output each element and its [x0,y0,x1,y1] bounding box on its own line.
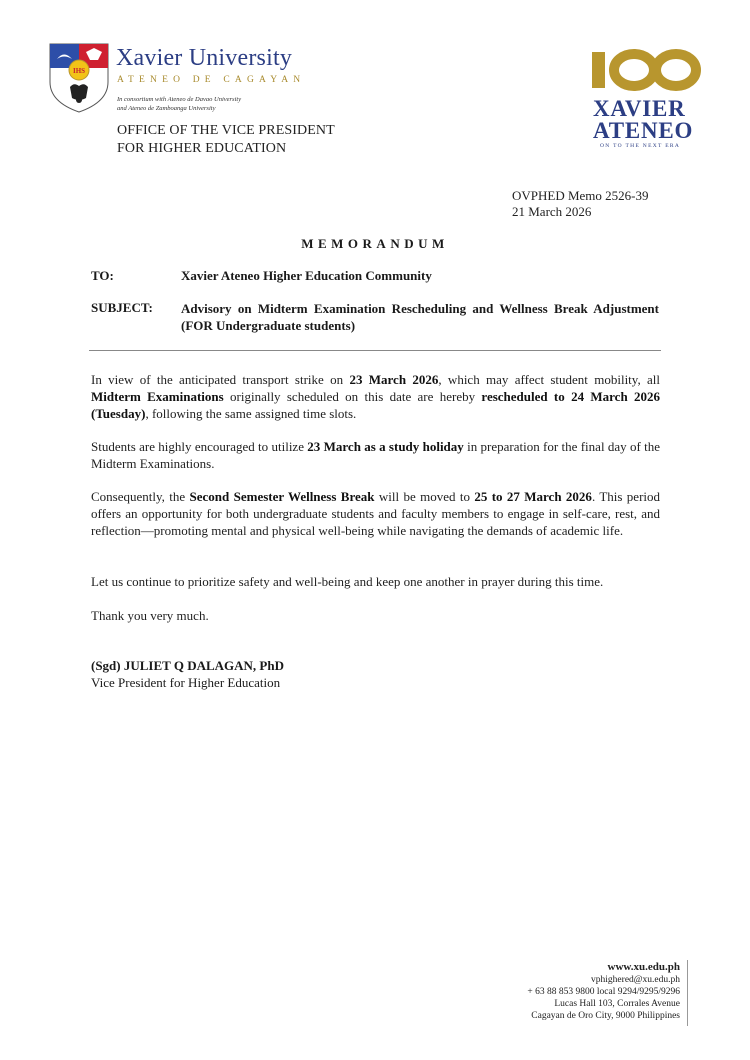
signatory-name: (Sgd) JULIET Q DALAGAN, PhD [91,658,284,673]
svg-text:IHS: IHS [72,67,86,75]
body-paragraph-3 [91,488,660,539]
body-paragraph-4: Let us continue to prioritize safety and well-being and keep one another in prayer during this time. [91,574,604,589]
university-shield-logo [48,42,110,114]
footer-divider [687,960,688,1026]
signatory-title: Vice President for Higher Education [91,675,281,690]
text: will be moved to [374,489,475,504]
header-divider [89,350,661,351]
address-line: Cagayan de Oro City, 9000 Philippines [531,1011,680,1021]
address-line: Lucas Hall 103, Corrales Avenue [554,999,680,1009]
text: , following the same assigned time slots. [145,406,357,421]
office-name [117,122,335,158]
body-paragraph-1 [91,371,660,422]
memo-title: MEMORANDUM [301,236,449,251]
text: in preparation for the final day of the Midterm Examinations. [91,439,660,471]
website-link[interactable]: www.xu.edu.ph [607,961,680,973]
email-link[interactable]: vphighered@xu.edu.ph [591,975,680,985]
memo-number: OVPHED Memo 2526-39 [512,188,649,203]
consortium-line: In consortium with Ateneo de Davao University [117,96,242,103]
memo-date: 21 March 2026 [512,204,592,219]
office-line: FOR HIGHER EDUCATION [117,141,287,156]
midterm-exams-emphasis: Midterm Examinations [91,389,224,404]
closing-line: Thank you very much. [91,608,209,623]
text: Consequently, the [91,489,190,504]
phone-number: + 63 88 853 9800 local 9294/9295/9296 [527,987,680,997]
centennial-xavier: XAVIER [593,96,686,121]
subject-value: Advisory on Midterm Examination Rescheduling and Wellness Break Adjustment (FOR Undergraduate students) [181,301,659,333]
wellness-break-dates: 25 to 27 March 2026 [474,489,592,504]
strike-date: 23 March 2026 [349,372,439,387]
consortium-note [117,96,241,114]
new-exam-date: rescheduled to 24 March 2026 (Tuesday) [91,389,660,421]
text: Students are highly encouraged to utilize [91,439,308,454]
office-line: OFFICE OF THE VICE PRESIDENT [117,123,335,138]
university-name: Xavier University [116,45,293,71]
wellness-break-emphasis: Second Semester Wellness Break [189,489,375,504]
centennial-logo [590,48,705,149]
text: originally scheduled on this date are hereby [223,389,482,404]
text: . This period offers an opportunity for both undergraduate students and faculty members to engage in self-care, rest, and reflection—promoting mental and physical well-being while navigating the demands of academic life. [91,489,661,538]
shield-icon [48,42,110,114]
text: In view of the anticipated transport strike on [91,372,350,387]
study-holiday-emphasis: 23 March as a study holiday [307,439,464,454]
subject-label: SUBJECT: [91,300,153,315]
footer-contact [527,960,680,1022]
centennial-tagline: ON TO THE NEXT ERA [600,143,681,149]
body-paragraph-2 [91,438,660,472]
to-value: Xavier Ateneo Higher Education Community [181,268,432,283]
text: , which may affect student mobility, all [438,372,661,387]
memo-reference-block [512,188,649,220]
university-subtitle: ATENEO DE CAGAYAN [117,75,306,85]
consortium-line: and Ateneo de Zamboanga University [117,104,216,112]
centennial-ateneo: ATENEO [593,118,694,143]
centennial-100-icon [590,48,702,92]
to-label: TO: [91,268,114,283]
